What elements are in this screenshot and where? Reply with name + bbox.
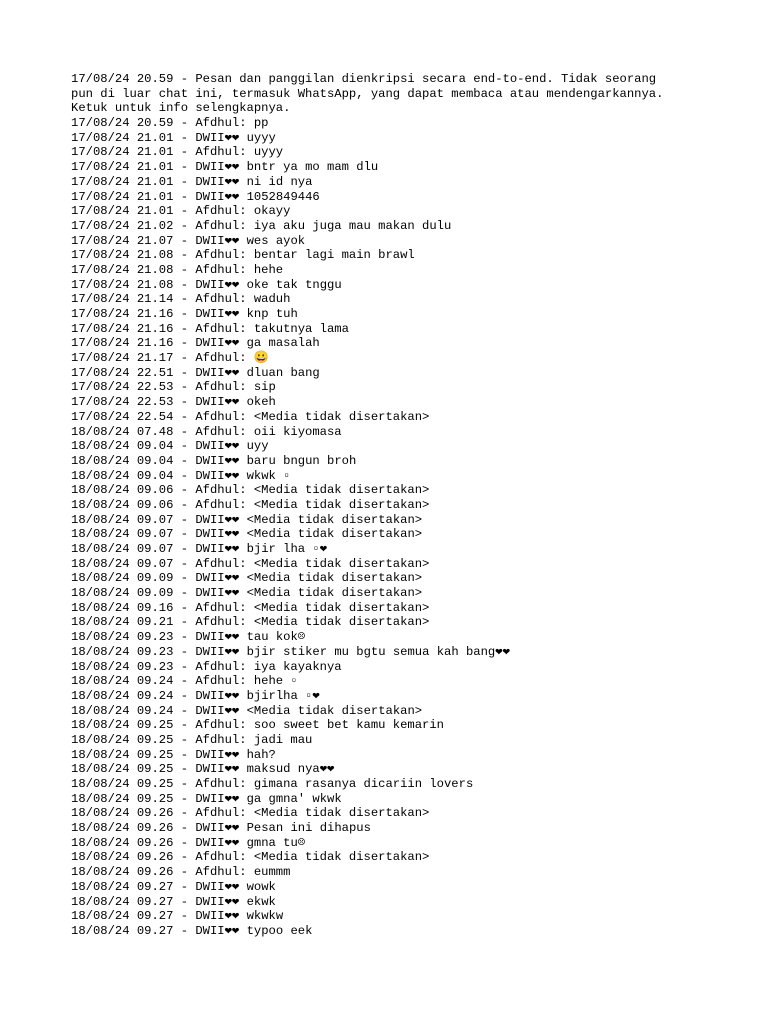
message-line: 18/08/24 09.27 - DWII❤❤ ekwk: [71, 894, 276, 909]
message-line: 17/08/24 21.01 - DWII❤❤ ni id nya: [71, 174, 313, 189]
message-line: 17/08/24 21.16 - Afdhul: takutnya lama: [71, 321, 349, 336]
message-line: 17/08/24 21.01 - DWII❤❤ 1052849446: [71, 189, 320, 204]
message-line: 18/08/24 09.25 - Afdhul: gimana rasanya dicariin lovers: [71, 777, 474, 791]
intro-line: Ketuk untuk info selengkapnya.: [71, 101, 291, 116]
message-line: 18/08/24 09.25 - Afdhul: soo sweet bet kamu kemarin: [71, 718, 444, 733]
message-line: 17/08/24 21.16 - DWII❤❤ knp tuh: [71, 307, 298, 321]
message-line: 18/08/24 09.23 - Afdhul: iya kayaknya: [71, 659, 342, 674]
message-line: 18/08/24 09.07 - Afdhul: <Media tidak disertakan>: [71, 556, 430, 571]
message-line: 18/08/24 09.23 - DWII❤❤ tau kok☹: [71, 630, 306, 645]
message-line: 17/08/24 21.01 - DWII❤❤ uyyy: [71, 130, 276, 145]
message-line: 18/08/24 09.04 - DWII❤❤ baru bngun broh: [71, 453, 357, 468]
message-line: 18/08/24 09.07 - DWII❤❤ <Media tidak disertakan>: [71, 527, 423, 542]
message-line: 18/08/24 09.24 - DWII❤❤ <Media tidak disertakan>: [71, 703, 423, 718]
message-line: 18/08/24 09.06 - Afdhul: <Media tidak disertakan>: [71, 497, 430, 512]
message-line: 17/08/24 21.08 - DWII❤❤ oke tak tnggu: [71, 277, 342, 292]
message-line: 18/08/24 09.21 - Afdhul: <Media tidak disertakan>: [71, 615, 430, 630]
intro-line: pun di luar chat ini, termasuk WhatsApp, yang dapat membaca atau mendengarkannya.: [71, 86, 664, 101]
message-line: 17/08/24 21.08 - Afdhul: bentar lagi main brawl: [71, 248, 415, 263]
message-line: 18/08/24 09.25 - DWII❤❤ ga gmna' wkwk: [71, 791, 342, 806]
message-line: 18/08/24 09.26 - Afdhul: <Media tidak disertakan>: [71, 850, 430, 865]
message-line: 18/08/24 09.24 - DWII❤❤ bjirlha ▫❤: [71, 688, 320, 703]
message-line: 18/08/24 09.25 - Afdhul: jadi mau: [71, 732, 313, 747]
message-line: 18/08/24 09.26 - Afdhul: <Media tidak disertakan>: [71, 806, 430, 821]
message-line: 18/08/24 09.07 - DWII❤❤ <Media tidak disertakan>: [71, 512, 423, 527]
message-line: 18/08/24 09.25 - DWII❤❤ hah?: [71, 747, 276, 762]
message-line: 18/08/24 09.26 - Afdhul: eummm: [71, 865, 291, 880]
message-line: 17/08/24 21.16 - DWII❤❤ ga masalah: [71, 336, 320, 351]
message-line: 18/08/24 09.27 - DWII❤❤ wkwkw: [71, 909, 284, 924]
message-line: 17/08/24 21.02 - Afdhul: iya aku juga mau makan dulu: [71, 218, 452, 233]
message-line: 18/08/24 09.26 - DWII❤❤ gmna tu☹: [71, 835, 306, 850]
message-line: 18/08/24 09.25 - DWII❤❤ maksud nya❤❤: [71, 762, 335, 777]
message-line: 18/08/24 09.06 - Afdhul: <Media tidak disertakan>: [71, 483, 430, 498]
message-line: 17/08/24 21.17 - Afdhul: 😀: [71, 351, 270, 366]
message-line: 17/08/24 21.01 - DWII❤❤ bntr ya mo mam dlu: [71, 160, 379, 175]
message-line: 17/08/24 21.01 - Afdhul: okayy: [71, 204, 291, 219]
message-line: 17/08/24 22.54 - Afdhul: <Media tidak disertakan>: [71, 409, 430, 424]
message-line: 17/08/24 22.51 - DWII❤❤ dluan bang: [71, 365, 320, 380]
message-line: 18/08/24 09.09 - DWII❤❤ <Media tidak disertakan>: [71, 586, 423, 601]
message-line: 17/08/24 21.14 - Afdhul: waduh: [71, 292, 291, 307]
message-line: 17/08/24 22.53 - Afdhul: sip: [71, 380, 276, 395]
message-list: [71, 116, 711, 939]
message-line: 18/08/24 09.04 - DWII❤❤ wkwk ▫: [71, 468, 291, 483]
message-line: 18/08/24 07.48 - Afdhul: oii kiyomasa: [71, 424, 342, 439]
message-line: 18/08/24 09.26 - DWII❤❤ Pesan ini dihapus: [71, 821, 371, 836]
message-line: 18/08/24 09.09 - DWII❤❤ <Media tidak disertakan>: [71, 571, 423, 586]
message-line: 18/08/24 09.16 - Afdhul: <Media tidak disertakan>: [71, 600, 430, 615]
message-line: 17/08/24 21.08 - Afdhul: hehe: [71, 262, 284, 277]
message-line: 17/08/24 21.07 - DWII❤❤ wes ayok: [71, 233, 306, 248]
chat-export-document: [71, 72, 711, 939]
message-line: 17/08/24 21.01 - Afdhul: uyyy: [71, 145, 284, 160]
message-line: 18/08/24 09.07 - DWII❤❤ bjir lha ▫❤: [71, 542, 328, 556]
intro-line: 17/08/24 20.59 - Pesan dan panggilan dienkripsi secara end-to-end. Tidak seorang: [71, 72, 657, 86]
message-line: 18/08/24 09.24 - Afdhul: hehe ▫: [71, 674, 298, 689]
message-line: 17/08/24 20.59 - Afdhul: pp: [71, 116, 269, 131]
message-line: 18/08/24 09.27 - DWII❤❤ typoo eek: [71, 923, 313, 938]
intro-notice: [71, 72, 711, 116]
message-line: 18/08/24 09.04 - DWII❤❤ uyy: [71, 439, 269, 454]
message-line: 17/08/24 22.53 - DWII❤❤ okeh: [71, 395, 276, 410]
message-line: 18/08/24 09.23 - DWII❤❤ bjir stiker mu bgtu semua kah bang❤❤: [71, 644, 510, 659]
message-line: 18/08/24 09.27 - DWII❤❤ wowk: [71, 879, 276, 894]
